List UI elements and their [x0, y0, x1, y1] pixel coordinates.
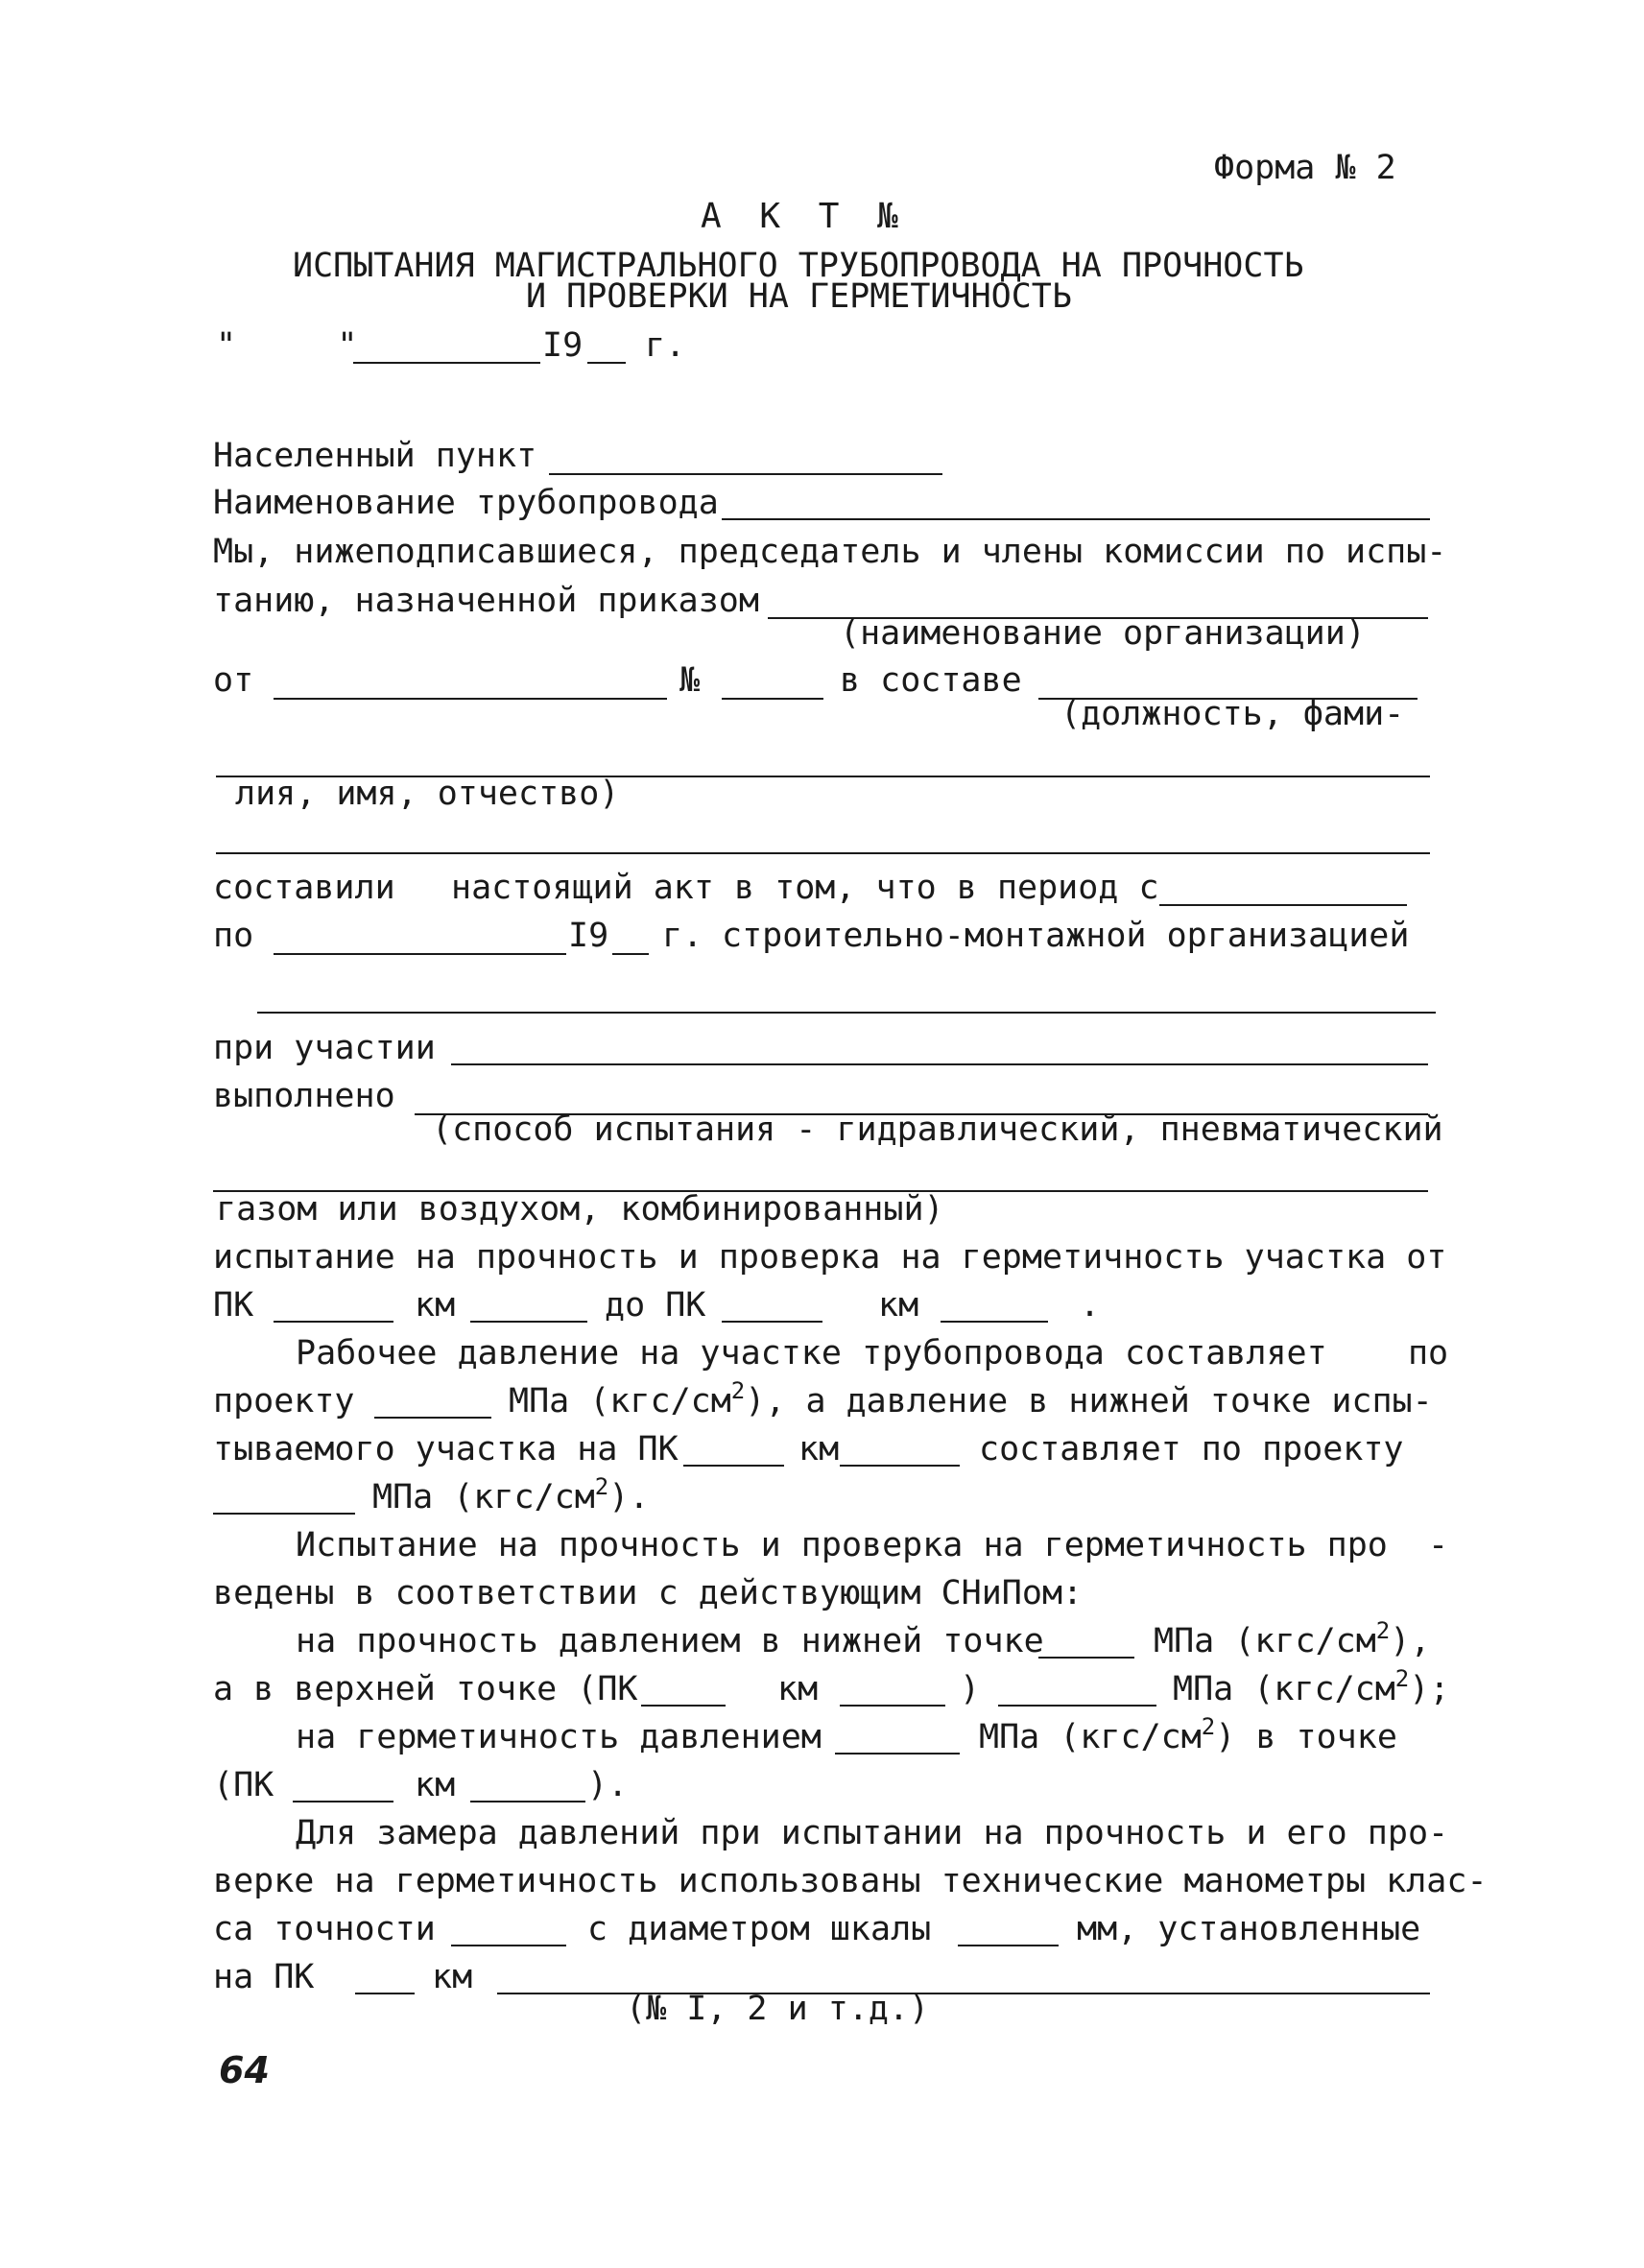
from-date-blank[interactable] [274, 698, 667, 700]
title-line-2: И ПРОВЕРКИ НА ГЕРМЕТИЧНОСТЬ [526, 277, 1072, 316]
tightness-point-close: ). [587, 1766, 629, 1804]
from-label: от [213, 661, 254, 700]
compiled-label: составили [213, 869, 395, 907]
tightness-km-blank[interactable] [470, 1801, 585, 1802]
strength-unit: МПа $(кгс/см^2)$, [1154, 1617, 1431, 1660]
pressure-line-2a: проекту [213, 1382, 355, 1420]
to-pk-label: до ПК [605, 1286, 706, 1325]
low-point-pressure-blank[interactable] [213, 1513, 355, 1515]
title-line-1: ИСПЫТАНИЯ МАГИСТРАЛЬНОГО ТРУБОПРОВОДА НА ПРОЧНОСТЬ [293, 247, 1304, 285]
installed-label: мм, установленные [1077, 1910, 1421, 1948]
strength-pressure-blank[interactable] [1038, 1657, 1134, 1659]
composition-blank-3[interactable] [216, 852, 1430, 854]
tightness-pressure-blank[interactable] [835, 1753, 960, 1755]
scale-diameter-label: с диаметром шкалы [587, 1910, 932, 1948]
accuracy-class-blank[interactable] [451, 1945, 566, 1946]
number-sign: № [679, 661, 701, 700]
page-number: 64 [219, 2049, 270, 2091]
gauge-pk-label: на ПК [213, 1958, 315, 1996]
upper-pressure-blank[interactable] [998, 1705, 1156, 1707]
date-year-blank[interactable] [587, 362, 626, 364]
act-title: А К Т № [701, 197, 900, 236]
test-line-1: испытание на прочность и проверка на герметичность участка от [213, 1238, 1447, 1277]
period-mark: . [1080, 1286, 1101, 1325]
date-month-blank[interactable] [353, 362, 540, 364]
order-number-blank[interactable] [722, 698, 823, 700]
test-line-2: Испытание на прочность и проверка на герметичность про - [296, 1526, 1449, 1564]
low-point-km-blank[interactable] [840, 1465, 960, 1467]
gauges-line-2: верке на герметичность использованы технические манометры клас- [213, 1862, 1488, 1900]
caption-method-2: газом или воздухом, комбинированный) [216, 1190, 944, 1229]
pk-end-blank[interactable] [722, 1321, 822, 1323]
low-point-pk-blank[interactable] [683, 1465, 784, 1467]
participation-blank[interactable] [451, 1063, 1428, 1065]
pk-label-1: ПК [213, 1286, 254, 1325]
tightness-pk-blank[interactable] [293, 1801, 393, 1802]
upper-km-blank[interactable] [840, 1705, 945, 1707]
tightness-label: на герметичность давлением [296, 1718, 822, 1756]
date-g: г. [645, 326, 686, 365]
we-line-1: Мы, нижеподписавшиеся, председатель и члены комиссии по испы- [213, 533, 1447, 571]
caption-position: (должность, фами- [1060, 695, 1405, 733]
upper-km-label: км [777, 1670, 819, 1708]
settlement-label: Населенный пункт [213, 437, 537, 475]
composition-label: в составе [840, 661, 1022, 700]
compiled-text: настоящий акт в том, что в период с [451, 869, 1159, 907]
construction-org-blank[interactable] [257, 1012, 1436, 1014]
date-year: I9 [542, 326, 584, 365]
upper-pk-blank[interactable] [641, 1705, 726, 1707]
caption-name: лия, имя, отчество) [235, 775, 620, 813]
scale-diameter-blank[interactable] [958, 1945, 1059, 1946]
pressure-line-3a: тываемого участка на ПК [213, 1430, 679, 1468]
gauge-km-label: км [432, 1958, 473, 1996]
pressure-line-3b: км [798, 1430, 840, 1468]
gauges-line-1: Для замера давлений при испытании на прочность и его про- [296, 1814, 1449, 1852]
km-label-2: км [878, 1286, 919, 1325]
strength-label: на прочность давлением в нижней точке [296, 1622, 1044, 1660]
gauge-pk-blank[interactable] [355, 1993, 415, 1994]
upper-unit: МПа $(кгс/см^2)$; [1173, 1665, 1450, 1708]
accuracy-class-label: са точности [213, 1910, 436, 1948]
tightness-unit: МПа $(кгс/см^2)$ в точке [979, 1713, 1397, 1756]
po-label: по [213, 917, 254, 955]
settlement-blank[interactable] [549, 473, 942, 475]
pipeline-name-label: Наименование трубопровода [213, 484, 719, 522]
we-line-2: танию, назначенной приказом [213, 582, 759, 620]
design-pressure-blank[interactable] [374, 1417, 491, 1419]
participation-label: при участии [213, 1029, 436, 1067]
pressure-line-4: МПа $(кгс/см^2)$. [372, 1473, 650, 1516]
tightness-km-label: км [415, 1766, 456, 1804]
po-g: г. [662, 917, 703, 955]
pressure-line-2b: МПа $(кгс/см^2)$, а давление в нижней точке испы- [509, 1377, 1433, 1420]
pk-start-blank[interactable] [274, 1321, 393, 1323]
pressure-line-3c: составляет по проекту [979, 1430, 1404, 1468]
km-start-blank[interactable] [470, 1321, 587, 1323]
km-end-blank[interactable] [941, 1321, 1048, 1323]
period-from-blank[interactable] [1159, 904, 1407, 906]
po-year-blank[interactable] [612, 953, 649, 955]
caption-organization: (наименование организации) [840, 614, 1366, 653]
period-to-blank[interactable] [274, 953, 566, 955]
po-year: I9 [568, 917, 609, 955]
form-label: Форма № 2 [1214, 149, 1396, 187]
performed-label: выполнено [213, 1077, 395, 1115]
tightness-point-open: (ПК [213, 1766, 274, 1804]
construction-org-label: строительно-монтажной организацией [722, 917, 1410, 955]
date-quotes: " " [216, 326, 358, 365]
pipeline-name-blank[interactable] [722, 518, 1430, 520]
test-line-3: ведены в соответствии с действующим СНиПом: [213, 1574, 1084, 1612]
upper-close: ) [960, 1670, 981, 1708]
caption-gauge-number: (№ I, 2 и т.д.) [626, 1990, 930, 2028]
upper-point-label: а в верхней точке (ПК [213, 1670, 638, 1708]
pressure-line-1: Рабочее давление на участке трубопровода составляет по [296, 1334, 1449, 1373]
km-label-1: км [415, 1286, 456, 1325]
caption-method-1: (способ испытания - гидравлический, пневматический [432, 1110, 1443, 1149]
